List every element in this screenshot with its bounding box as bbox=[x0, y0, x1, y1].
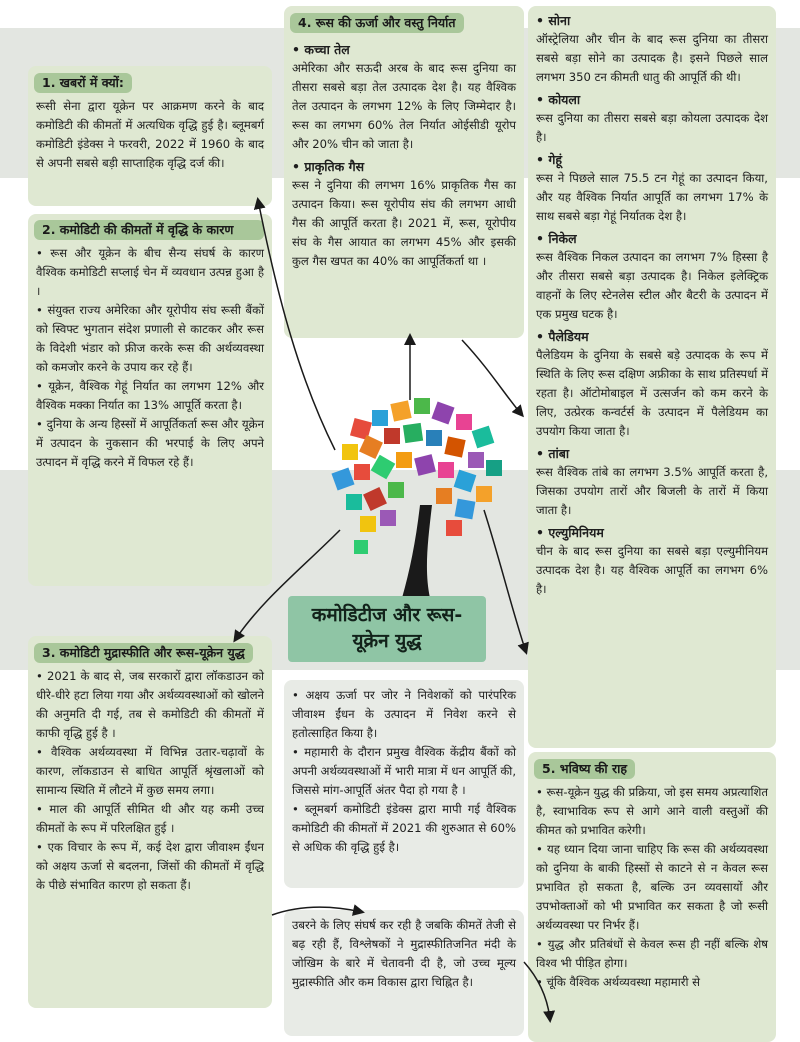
arrow-icon bbox=[272, 907, 362, 915]
arrow-icon bbox=[258, 200, 335, 450]
text-inflation-tail: उबरने के लिए संघर्ष कर रही है जबकि कीमतें तेजी से बढ़ रही हैं, विश्लेषकों ने मुद्रास्फीतिजनित मंदी के जोखिम के बारे में चेतावनी दी है, जो उच्च मूल्य मुद्रास्फीति और कम विकास द्वारा चिह्नित है। bbox=[292, 918, 516, 989]
heading-commodity-inflation: 3. कमोडिटी मुद्रास्फीति और रूस-यूक्रेन युद्ध bbox=[34, 643, 253, 663]
title-line-2: यूक्रेन युद्ध bbox=[352, 630, 422, 652]
subheading-copper: • तांबा bbox=[536, 445, 768, 462]
list-item: • वैश्विक अर्थव्यवस्था में विभिन्न उतार-चढ़ावों के कारण, लॉकडाउन से बाधित आपूर्ति श्रृंखलाओं को सामान्य स्थिति में लौटने में कुछ समय लगा। bbox=[36, 743, 264, 800]
text-why-in-news: रूसी सेना द्वारा यूक्रेन पर आक्रमण करने के बाद कमोडिटी की कीमतों में अत्यधिक वृद्धि हुई है। ब्लूमबर्ग कमोडिटी इंडेक्स ने फरवरी, 2022 में 1960 के बाद से अपनी सबसे बड़ी साप्ताहिक वृद्धि दर्ज की। bbox=[36, 99, 264, 170]
list-item: • रूस-यूक्रेन युद्ध की प्रक्रिया, जो इस समय अप्रत्याशित है, स्वाभाविक रूप से आगे आने वाली वस्तुओं की कीमत को प्रभावित करेगी। bbox=[536, 783, 768, 840]
arrow-icon bbox=[524, 962, 550, 1020]
heading-why-in-news: 1. खबरों में क्यों: bbox=[34, 73, 132, 93]
text-coal: रूस दुनिया का तीसरा सबसे बड़ा कोयला उत्पादक देश है। bbox=[536, 111, 768, 144]
text-copper: रूस वैश्विक तांबे का लगभग 3.5% आपूर्ति करता है, जिसका उपयोग तारों और बिजली के तारों में किया जाता है। bbox=[536, 465, 768, 517]
text-gold: ऑस्ट्रेलिया और चीन के बाद रूस दुनिया का तीसरा सबसे बड़ा सोने का उत्पादक है। इसने पिछले साल लगभग 350 टन कीमती धातु की आपूर्ति की थी। bbox=[536, 32, 768, 84]
text-crude-oil: अमेरिका और सऊदी अरब के बाद रूस दुनिया का तीसरा सबसे बड़ा तेल उत्पादक देश है। यह वैश्विक तेल उत्पादन के लगभग 12% के लिए जिम्मेदार है। रूस का लगभग 60% तेल निर्यात ओईसीडी यूरोप और 20% चीन को जाता है। bbox=[292, 61, 516, 151]
text-nickel: रूस वैश्विक निकल उत्पादन का लगभग 7% हिस्सा है और तीसरा सबसे बड़ा उत्पादक है। निकेल इलेक्ट्रिक वाहनों के लिए स्टेनलेस स्टील और बैटरी के उत्पादन में एक प्रमुख घटक है। bbox=[536, 250, 768, 321]
text-natural-gas: रूस ने दुनिया की लगभग 16% प्राकृतिक गैस का उत्पादन किया। रूस यूरोपीय संघ की लगभग आधी गैस की आपूर्ति करता है। 2021 में, रूस, यूरोपीय संघ के गैस आयात का लगभग 45% और इसकी कुल गैस खपत का 40% का आपूर्तिकर्ता था । bbox=[292, 178, 516, 268]
list-item: • चूंकि वैश्विक अर्थव्यवस्था महामारी से bbox=[536, 973, 768, 992]
subheading-gold: • सोना bbox=[536, 12, 768, 29]
heading-russia-exports: 4. रूस की ऊर्जा और वस्तु निर्यात bbox=[290, 13, 464, 33]
subheading-natural-gas: • प्राकृतिक गैस bbox=[292, 158, 516, 175]
subheading-crude-oil: • कच्चा तेल bbox=[292, 41, 516, 58]
page-title bbox=[288, 596, 486, 662]
list-item: • ब्लूमबर्ग कमोडिटी इंडेक्स द्वारा मापी गई वैश्विक कमोडिटी की कीमतों में 2021 की शुरुआत से 60% से अधिक की वृद्धि हुई है। bbox=[292, 800, 516, 857]
title-line-1: कमोडिटीज और रूस- bbox=[311, 604, 463, 626]
heading-way-forward: 5. भविष्य की राह bbox=[534, 759, 635, 779]
subheading-palladium: • पैलेडियम bbox=[536, 328, 768, 345]
text-aluminium: चीन के बाद रूस दुनिया का सबसे बड़ा एल्युमीनियम उत्पादक देश है। यह वैश्विक आपूर्ति का लगभग 6% है। bbox=[536, 544, 768, 596]
text-palladium: पैलेडियम के दुनिया के सबसे बड़े उत्पादक के रूप में स्थिति के लिए रूस दक्षिण अफ्रीका के साथ प्रतिस्पर्धा में रहता है। ऑटोमोबाइल में उत्सर्जन को कम करने के लिए, उत्प्रेरक कन्वर्टर्स के उत्पादन में पैलेडियम का उपयोग किया जाता है। bbox=[536, 348, 768, 438]
list-item: • संयुक्त राज्य अमेरिका और यूरोपीय संघ रूसी बैंकों को स्विफ्ट भुगतान संदेश प्रणाली से काटकर और रूस के विदेशी भंडार को फ्रीज करके रूस की अर्थव्यवस्था को कमजोर करने के उपाय कर रहे हैं। bbox=[36, 301, 264, 377]
list-item: • माल की आपूर्ति सीमित थी और यह कमी उच्च कीमतों के रूप में परिलक्षित हुई । bbox=[36, 800, 264, 838]
tree-trunk bbox=[402, 505, 432, 598]
subheading-wheat: • गेहूं bbox=[536, 151, 768, 168]
list-item: • अक्षय ऊर्जा पर जोर ने निवेशकों को पारंपरिक जीवाश्म ईंधन के उत्पादन में निवेश करने से हतोत्साहित किया है। bbox=[292, 686, 516, 743]
subheading-aluminium: • एल्युमिनियम bbox=[536, 524, 768, 541]
arrow-icon bbox=[462, 340, 522, 415]
subheading-nickel: • निकेल bbox=[536, 230, 768, 247]
list-item: • 2021 के बाद से, जब सरकारों द्वारा लॉकडाउन को धीरे-धीरे हटा लिया गया और अर्थव्यवस्थाओं को खोलने की अनुमति दी गई, तब से कमोडिटी की कीमतों में काफी वृद्धि हुई है । bbox=[36, 667, 264, 743]
text-wheat: रूस ने पिछले साल 75.5 टन गेहूं का उत्पादन किया, और यह वैश्विक निर्यात आपूर्ति का लगभग 17% के साथ सबसे बड़ा गेहूं निर्यातक देश है। bbox=[536, 171, 768, 223]
list-item: • एक विचार के रूप में, कई देश द्वारा जीवाश्म ईंधन को अक्षय ऊर्जा से बदलना, जिंसों की कीमतों में वृद्धि के पीछे संभावित कारण हो सकता हैं। bbox=[36, 838, 264, 895]
arrow-icon bbox=[484, 510, 526, 652]
list-item: • महामारी के दौरान प्रमुख वैश्विक केंद्रीय बैंकों को अपनी अर्थव्यवस्थाओं में भारी मात्रा में धन आपूर्ति की, जिससे मांग-आपूर्ति अंतर पैदा हो गया है । bbox=[292, 743, 516, 800]
subheading-coal: • कोयला bbox=[536, 91, 768, 108]
list-item: • दुनिया के अन्य हिस्सों में आपूर्तिकर्ता रूस और यूक्रेन में उत्पादन के नुकसान की भरपाई के लिए अपने उत्पादन में वृद्धि करने में विफल रहे हैं। bbox=[36, 415, 264, 472]
heading-price-rise-reasons: 2. कमोडिटी की कीमतों में वृद्धि के कारण bbox=[34, 220, 264, 240]
list-item: • रूस और यूक्रेन के बीच सैन्य संघर्ष के कारण वैश्विक कमोडिटी सप्लाई चेन में व्यवधान उत्पन्न हुआ है । bbox=[36, 244, 264, 301]
list-item: • यह ध्यान दिया जाना चाहिए कि रूस की अर्थव्यवस्था को दुनिया के बाकी हिस्सों से काटने से न केवल रूस प्रभावित हो सकता है, बल्कि उन व्यवसायों और उपभोक्ताओं को भी प्रभावित कर सकता है जो रूसी अर्थव्यवस्था पर निर्भर हैं। bbox=[536, 840, 768, 935]
list-item: • युद्ध और प्रतिबंधों से केवल रूस ही नहीं बल्कि शेष विश्व भी पीड़ित होगा। bbox=[536, 935, 768, 973]
list-item: • यूक्रेन, वैश्विक गेहूं निर्यात का लगभग 12% और वैश्विक मक्का निर्यात का 13% आपूर्ति करता है। bbox=[36, 377, 264, 415]
